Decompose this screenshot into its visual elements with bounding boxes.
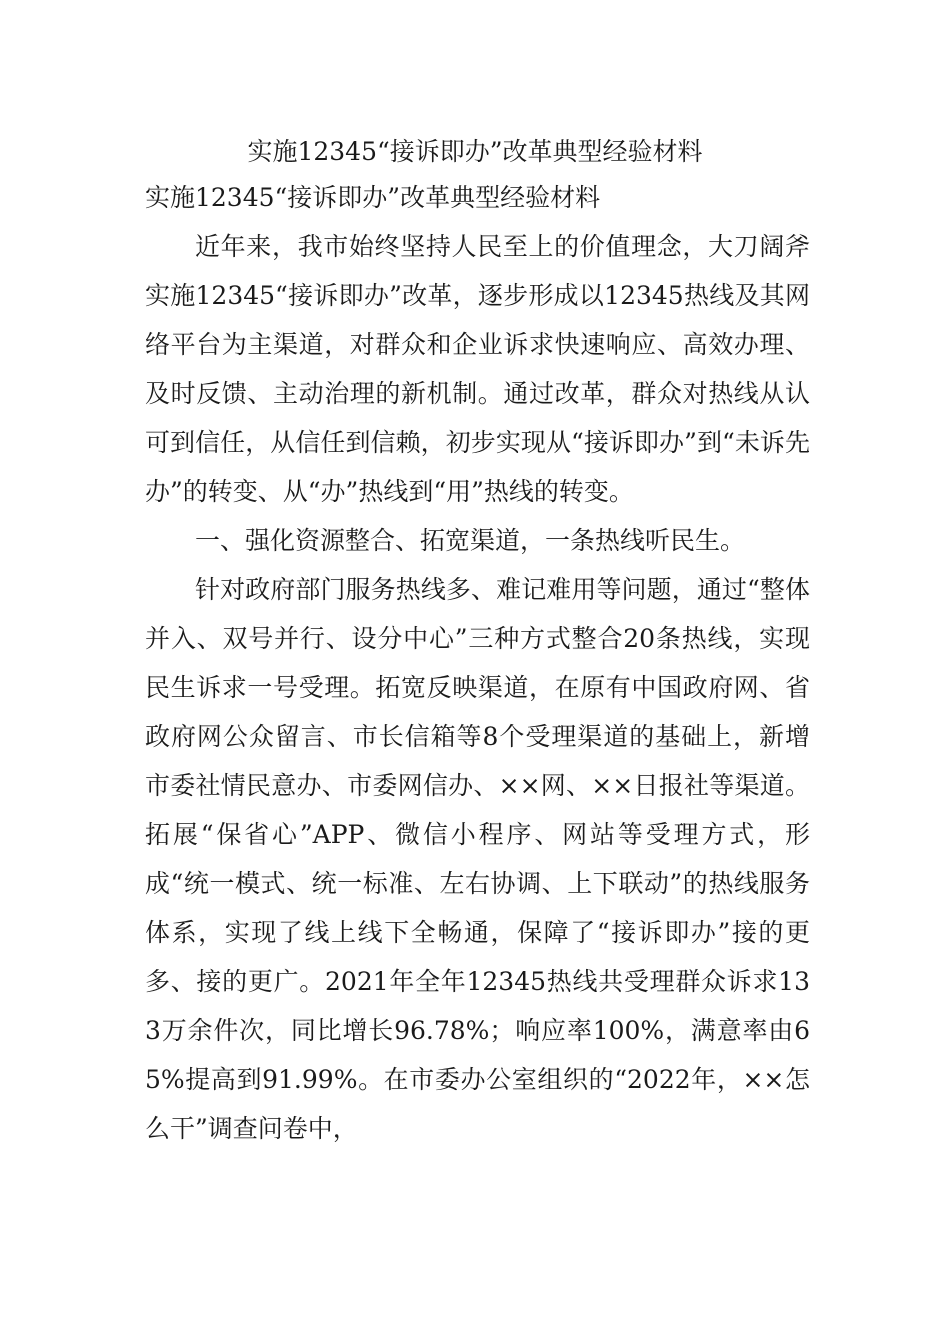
- section-heading: 一、强化资源整合、拓宽渠道，一条热线听民生。: [195, 526, 746, 555]
- repeated-title-paragraph: 实施12345“接诉即办”改革典型经验材料: [145, 183, 601, 212]
- intro-paragraph: 近年来，我市始终坚持人民至上的价值理念，大刀阔斧实施12345“接诉即办”改革，逐步形成以12345热线及其网络平台为主渠道，对群众和企业诉求快速响应、高效办理、及时反馈、主动治理的新机制。通过改革，群众对热线从认可到信任，从信任到信赖，初步实现从“接诉即办”到“未诉先办”的转变、从“办”热线到“用”热线的转变。: [145, 232, 810, 506]
- document-title: 实施12345“接诉即办”改革典型经验材料: [247, 137, 703, 166]
- document-body: [145, 173, 810, 1153]
- section-paragraph: 针对政府部门服务热线多、难记难用等问题，通过“整体并入、双号并行、设分中心”三种方式整合20条热线，实现民生诉求一号受理。拓宽反映渠道，在原有中国政府网、省政府网公众留言、市长信箱等8个受理渠道的基础上，新增市委社情民意办、市委网信办、××网、××日报社等渠道。拓展“保省心”APP、微信小程序、网站等受理方式，形成“统一模式、统一标准、左右协调、上下联动”的热线服务体系，实现了线上线下全畅通，保障了“接诉即办”接的更多、接的更广。2021年全年12345热线共受理群众诉求133万余件次，同比增长96.78%；响应率100%，满意率由65%提高到91.99%。在市委办公室组织的“2022年，××怎么干”调查问卷中，: [145, 575, 810, 1143]
